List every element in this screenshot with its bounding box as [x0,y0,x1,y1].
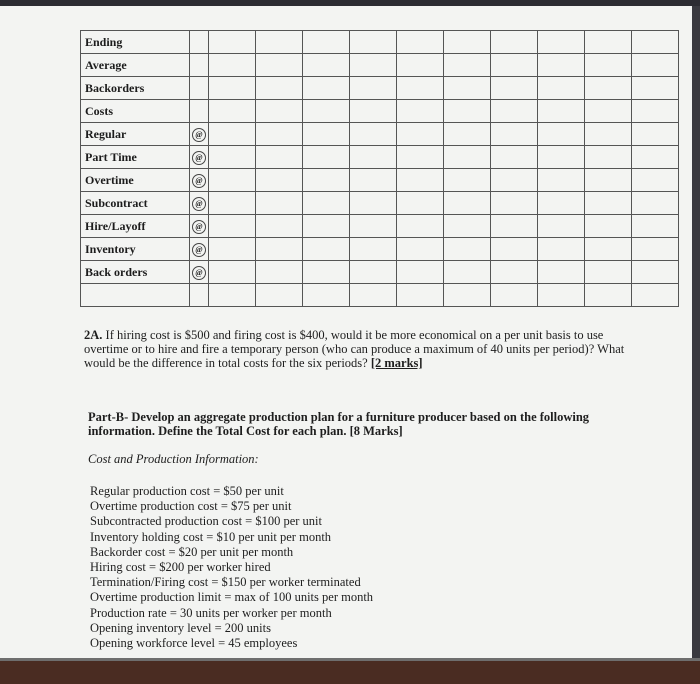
list-item: Opening inventory level = 200 units [90,620,271,635]
table-cell [350,77,397,100]
table-cell [491,100,538,123]
table-cell [350,100,397,123]
table-row [81,123,679,146]
table-cell [397,215,444,238]
rate-cell [190,215,209,238]
table-cell [632,261,679,284]
table-cell [538,123,585,146]
table-cell [303,100,350,123]
rate-cell [190,123,209,146]
table-cell [632,169,679,192]
table-cell [256,284,303,307]
list-item: Opening workforce level = 45 employees [90,636,298,651]
table-cell [209,31,256,54]
table-cell [491,169,538,192]
table-cell [303,31,350,54]
table-row [81,54,679,77]
at-symbol: @ [192,151,206,165]
list-item: Subcontracted production cost = $100 per unit [90,514,323,529]
table-cell [209,123,256,146]
table-row [81,284,679,307]
table-cell [585,261,632,284]
table-cell [397,169,444,192]
at-symbol: @ [192,197,206,211]
part-b-heading: Part-B- Develop an aggregate production plan for a furniture producer based on the following information. Define the Total Cost for each plan. [8 Marks] [88,410,590,438]
row-label: Subcontract [81,192,190,215]
table-cell [303,169,350,192]
table-cell [209,261,256,284]
table-cell [491,31,538,54]
row-label: Ending [81,31,190,54]
table-cell [209,100,256,123]
at-symbol: @ [192,174,206,188]
table-cell [444,146,491,169]
list-item: Overtime production limit = max of 100 units per month [90,590,374,605]
rate-cell [190,146,209,169]
row-label: Average [81,54,190,77]
table-cell [209,192,256,215]
table-cell [585,123,632,146]
table-cell [491,54,538,77]
row-label: Backorders [81,77,190,100]
rate-cell [190,77,209,100]
table-cell [538,100,585,123]
table-cell [632,31,679,54]
table-cell [538,31,585,54]
rate-cell [190,54,209,77]
table-cell [444,123,491,146]
table-cell [350,54,397,77]
table-cell [632,54,679,77]
list-item: Overtime production cost = $75 per unit [90,499,292,514]
table-row [81,77,679,100]
table-cell [585,77,632,100]
row-label: Costs [81,100,190,123]
table-cell [585,54,632,77]
table-cell [538,238,585,261]
table-cell [632,284,679,307]
table-cell [303,54,350,77]
table-row [81,100,679,123]
table-cell [256,54,303,77]
table-cell [491,192,538,215]
page-bottom-edge [0,658,700,661]
table-cell [444,54,491,77]
table-cell [209,169,256,192]
table-cell [350,169,397,192]
table-cell [303,238,350,261]
table-cell [491,77,538,100]
question-2a-label: 2A. [84,328,103,342]
table-cell [585,31,632,54]
table-cell [350,192,397,215]
table-cell [491,215,538,238]
table-cell [397,284,444,307]
rate-cell [190,169,209,192]
table-row [81,31,679,54]
table-cell [350,123,397,146]
table-cell [444,215,491,238]
at-symbol: @ [192,220,206,234]
table-cell [444,31,491,54]
table-cell [350,261,397,284]
table-cell [491,284,538,307]
table-cell [256,169,303,192]
table-cell [444,100,491,123]
table-cell [350,215,397,238]
table-cell [256,215,303,238]
table-cell [256,77,303,100]
table-row [81,215,679,238]
table-cell [632,238,679,261]
table-cell [444,238,491,261]
list-item: Regular production cost = $50 per unit [90,484,284,498]
table-cell [585,146,632,169]
table-cell [209,54,256,77]
rate-cell [190,31,209,54]
table-cell [444,192,491,215]
table-cell [632,77,679,100]
table-cell [444,77,491,100]
table-row [81,169,679,192]
table-cell [585,169,632,192]
table-cell [397,192,444,215]
at-symbol: @ [192,266,206,280]
table-cell [538,54,585,77]
row-label: Part Time [81,146,190,169]
table-cell [538,261,585,284]
list-item: Backorder cost = $20 per unit per month [90,544,294,559]
table-cell [209,146,256,169]
table-row [81,146,679,169]
table-cell [444,169,491,192]
table-cell [444,261,491,284]
table-cell [538,215,585,238]
table-cell [585,100,632,123]
table-row [81,238,679,261]
at-symbol: @ [192,243,206,257]
table-cell [585,215,632,238]
question-2a-marks: [2 marks] [370,356,423,370]
table-cell [491,146,538,169]
rate-cell [190,284,209,307]
table-cell [397,123,444,146]
table-cell [538,169,585,192]
row-label: Overtime [81,169,190,192]
table-cell [491,238,538,261]
table-cell [303,123,350,146]
table-cell [350,284,397,307]
table-cell [209,284,256,307]
cost-info-list [90,484,510,651]
table-cell [444,284,491,307]
rate-cell [190,261,209,284]
table-cell [397,261,444,284]
table-cell [303,284,350,307]
table-cell [538,192,585,215]
table-cell [585,238,632,261]
table-row [81,192,679,215]
document-page [0,6,692,658]
rate-cell [190,100,209,123]
table-cell [632,123,679,146]
table-cell [256,100,303,123]
table-cell [397,100,444,123]
table-cell [256,192,303,215]
row-label: Inventory [81,238,190,261]
table-cell [256,146,303,169]
table-cell [397,77,444,100]
table-cell [632,215,679,238]
row-label [81,284,190,307]
table-cell [585,284,632,307]
question-2a-text: If hiring cost is $500 and firing cost is $400, would it be more economical on a per unit basis to use overtime or to hire and fire a temporary person (who can produce a maximum of 40 units per period)? What would be the difference in total costs for the six periods? [84,328,625,370]
table-cell [256,261,303,284]
table-cell [585,192,632,215]
desk-surface [0,658,700,684]
list-item: Hiring cost = $200 per worker hired [90,560,271,575]
at-symbol: @ [192,128,206,142]
table-cell [397,238,444,261]
table-cell [303,192,350,215]
list-item: Inventory holding cost = $10 per unit per month [90,529,332,544]
table-cell [209,238,256,261]
table-cell [256,123,303,146]
row-label: Regular [81,123,190,146]
table-cell [256,238,303,261]
table-cell [491,261,538,284]
list-item: Production rate = 30 units per worker per month [90,605,332,620]
table-cell [632,192,679,215]
rate-cell [190,238,209,261]
table-cell [632,100,679,123]
table-cell [538,146,585,169]
list-item: Termination/Firing cost = $150 per worker terminated [90,575,361,590]
table-cell [397,31,444,54]
table-cell [538,284,585,307]
table-cell [256,31,303,54]
part-b-subheading: Cost and Production Information: [88,452,259,466]
table-row [81,261,679,284]
question-2a [84,328,644,370]
table-cell [538,77,585,100]
table-cell [350,31,397,54]
table-cell [303,146,350,169]
row-label: Back orders [81,261,190,284]
table-cell [350,238,397,261]
row-label: Hire/Layoff [81,215,190,238]
table-cell [303,261,350,284]
table-cell [632,146,679,169]
table-cell [397,146,444,169]
table-cell [303,77,350,100]
rate-cell [190,192,209,215]
table-cell [350,146,397,169]
table-cell [209,77,256,100]
table-cell [491,123,538,146]
table-cell [303,215,350,238]
table-cell [397,54,444,77]
aggregate-plan-table [80,30,679,307]
table-cell [209,215,256,238]
